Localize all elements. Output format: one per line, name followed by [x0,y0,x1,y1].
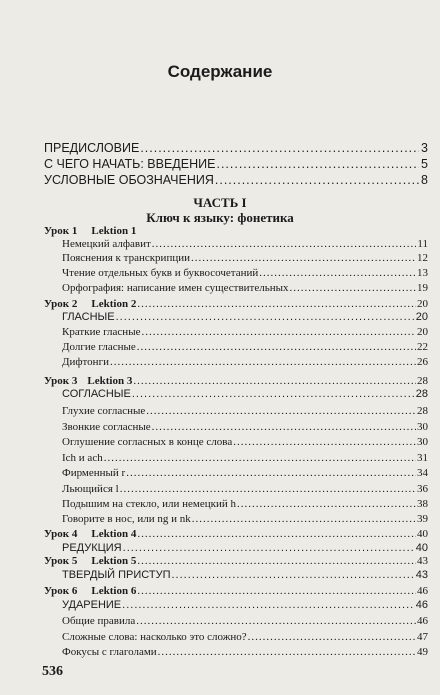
toc-entry-page: 19 [417,282,428,294]
leader-dots [120,483,416,496]
leader-dots [122,599,415,612]
toc-entry-page: 40 [415,542,428,554]
leader-dots [237,498,416,511]
leader-dots [146,405,416,418]
toc-entry-label: ГЛАСНЫЕ [62,311,115,323]
toc-entry[interactable] [62,252,428,265]
toc-entry-page: 43 [417,555,428,567]
toc-entry-page: 43 [415,569,428,581]
toc-entry[interactable] [62,326,428,339]
lesson-heading-2[interactable] [44,298,428,311]
toc-entry-page: 30 [417,436,428,448]
toc-entry-page: 34 [417,467,428,479]
lektion-label: Lektion 6 [91,585,137,597]
toc-entry[interactable] [62,599,428,612]
toc-entry-page: 26 [417,356,428,368]
toc-entry[interactable] [62,405,428,418]
leader-dots [248,631,416,644]
toc-entry-label: Ich и ach [62,452,103,464]
leader-dots [137,298,416,311]
lektion-label: Lektion 3 [87,375,133,387]
toc-entry-page: 5 [421,157,428,171]
toc-entry-page: 46 [417,615,428,627]
toc-entry-label: Немецкий алфавит [62,238,151,250]
toc-entry[interactable] [62,646,428,659]
leader-dots [136,615,416,628]
lesson-label: Урок 1 [44,225,78,237]
leader-dots [133,375,416,388]
toc-entry[interactable] [62,631,428,644]
leader-dots [152,238,417,251]
lektion-label: Lektion 5 [91,555,137,567]
lektion-label: Lektion 1 [91,225,137,237]
toc-entry-page: 28 [415,388,428,400]
leader-dots [152,421,416,434]
toc-entry[interactable] [62,542,428,555]
leader-dots [290,282,416,295]
toc-entry-label: Долгие гласные [62,341,136,353]
toc-entry-page: 20 [417,326,428,338]
toc-entry[interactable] [62,513,428,526]
leader-dots [126,467,416,480]
toc-entry[interactable] [62,615,428,628]
lesson-heading-1[interactable] [44,225,136,238]
toc-entry[interactable] [62,498,428,511]
leader-dots [110,356,416,369]
toc-entry-symbols[interactable] [44,173,428,188]
leader-dots [216,157,419,172]
toc-entry-page: 11 [417,238,428,250]
leader-dots [123,542,415,555]
toc-entry-label: Пояснения к транскрипции [62,252,190,264]
leader-dots [141,326,416,339]
leader-dots [132,388,415,401]
toc-entry[interactable] [62,341,428,354]
lesson-heading-5[interactable] [44,555,428,568]
toc-entry-page: 20 [415,311,428,323]
toc-entry-page: 46 [417,585,428,597]
lesson-label: Урок 5 [44,555,78,567]
toc-entry-label: Дифтонги [62,356,109,368]
leader-dots [137,585,416,598]
leader-dots [140,141,419,156]
toc-entry-label: Фокусы с глаголами [62,646,157,658]
lesson-label: Урок 6 [44,585,78,597]
toc-entry[interactable] [62,356,428,369]
toc-entry-page: 39 [417,513,428,525]
toc-entry-page: 13 [417,267,428,279]
toc-entry-page: 31 [417,452,428,464]
toc-entry-page: 46 [415,599,428,611]
toc-entry-label: ПРЕДИСЛОВИЕ [44,141,140,155]
toc-entry[interactable] [62,452,428,465]
leader-dots [259,267,416,280]
lesson-label: Урок 2 [44,298,78,310]
toc-entry-label: Фирменный r [62,467,126,479]
leader-dots [104,452,416,465]
toc-entry[interactable] [62,467,428,480]
toc-entry[interactable] [62,267,428,280]
part-title: ЧАСТЬ I [193,195,247,210]
toc-entry-page: 28 [417,405,428,417]
leader-dots [137,528,416,541]
toc-entry-page: 28 [417,375,428,387]
toc-entry-label: Звонкие согласные [62,421,151,433]
toc-entry[interactable] [62,436,428,449]
toc-entry[interactable] [62,569,428,582]
page-number: 536 [42,664,63,679]
toc-entry-page: 20 [417,298,428,310]
toc-entry[interactable] [62,282,428,295]
toc-entry-label: РЕДУКЦИЯ [62,542,122,554]
lesson-heading-6[interactable] [44,585,428,598]
toc-entry[interactable] [62,311,428,324]
leader-dots [116,311,415,324]
toc-entry[interactable] [62,483,428,496]
leader-dots [158,646,416,659]
toc-entry-page: 3 [421,141,428,155]
leader-dots [215,173,419,188]
lesson-heading-3[interactable] [44,375,428,388]
toc-entry-label: УДАРЕНИЕ [62,599,122,611]
lesson-label: Урок 4 [44,528,78,540]
toc-entry-label: Оглушение согласных в конце слова [62,436,233,448]
toc-entry-page: 8 [421,173,428,187]
toc-entry-page: 22 [417,341,428,353]
page-title: Содержание [167,62,273,81]
toc-entry-label: Общие правила [62,615,136,627]
toc-entry-page: 36 [417,483,428,495]
toc-entry-page: 30 [417,421,428,433]
toc-entry-page: 49 [417,646,428,658]
toc-entry-label: СОГЛАСНЫЕ [62,388,131,400]
leader-dots [172,569,415,582]
toc-entry-page: 47 [417,631,428,643]
toc-entry-preface[interactable] [44,141,428,156]
toc-entry[interactable] [62,238,428,251]
toc-entry-label: Сложные слова: насколько это сложно? [62,631,247,643]
part-subtitle: Ключ к языку: фонетика [146,210,294,225]
toc-entry-label: Глухие согласные [62,405,146,417]
lektion-label: Lektion 4 [91,528,137,540]
leader-dots [191,252,416,265]
toc-entry-label: Подышим на стекло, или немецкий h [62,498,236,510]
lesson-label: Урок 3 [44,375,78,387]
leader-dots [137,341,416,354]
toc-entry-label: Краткие гласные [62,326,141,338]
leader-dots [192,513,416,526]
lesson-heading-4[interactable] [44,528,428,541]
toc-entry-page: 38 [417,498,428,510]
toc-entry-page: 12 [417,252,428,264]
toc-entry-label: С ЧЕГО НАЧАТЬ: ВВЕДЕНИЕ [44,157,216,171]
toc-entry-page: 40 [417,528,428,540]
leader-dots [233,436,416,449]
toc-entry-label: ТВЕРДЫЙ ПРИСТУП [62,569,171,581]
toc-entry-label: Говорите в нос, или ng и nk [62,513,191,525]
toc-entry-introduction[interactable] [44,157,428,172]
toc-entry-label: УСЛОВНЫЕ ОБОЗНАЧЕНИЯ [44,173,214,187]
toc-entry[interactable] [62,388,428,401]
toc-entry-label: Чтение отдельных букв и буквосочетаний [62,267,259,279]
lektion-label: Lektion 2 [91,298,137,310]
toc-entry[interactable] [62,421,428,434]
toc-entry-label: Орфография: написание имен существительных [62,282,289,294]
toc-entry-label: Льющийся l [62,483,119,495]
leader-dots [137,555,416,568]
